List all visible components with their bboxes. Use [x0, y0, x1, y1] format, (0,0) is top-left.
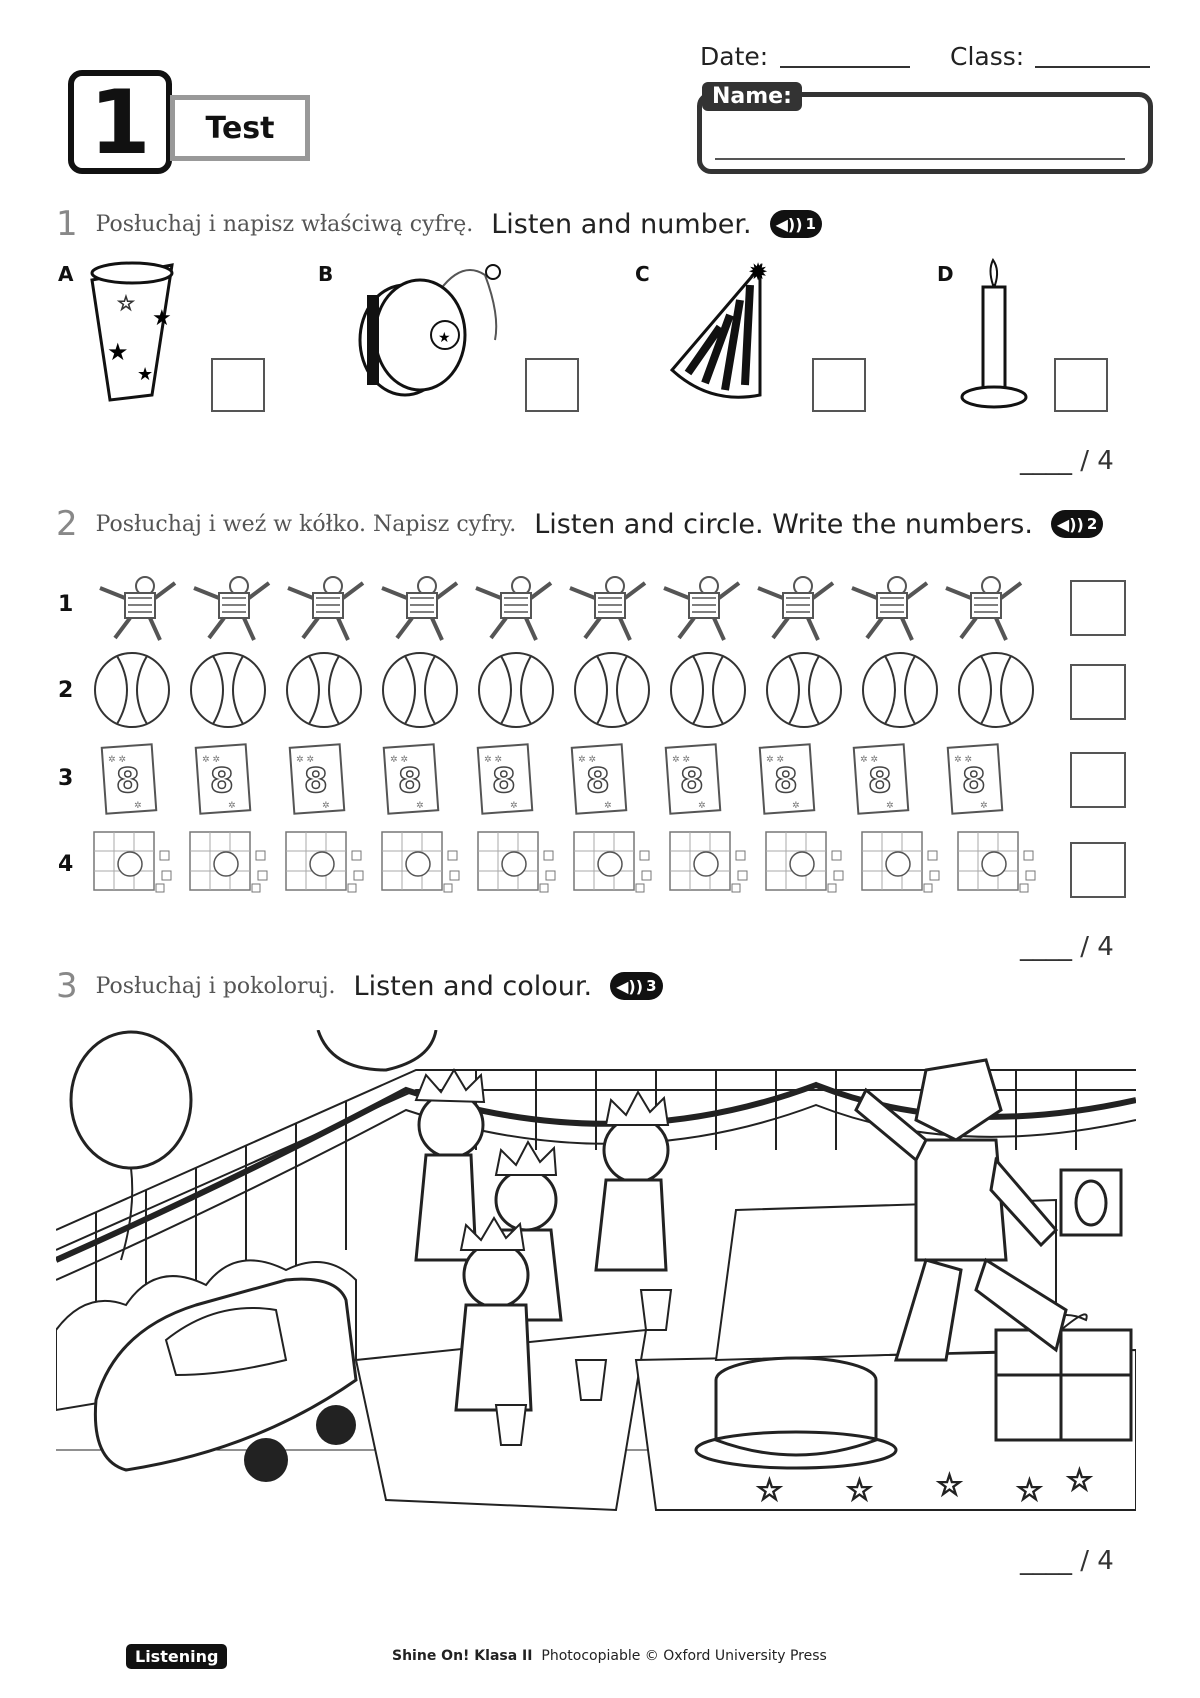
svg-text:★: ★: [137, 364, 154, 385]
puzzle-icon[interactable]: [282, 826, 370, 898]
puzzle-icon[interactable]: [762, 826, 850, 898]
section3-number: 3: [56, 966, 78, 1006]
svg-text:☆: ☆: [936, 1468, 963, 1503]
row-4-items: [90, 826, 1042, 898]
item-letter-a: A: [58, 262, 74, 286]
section2-heading: [56, 504, 1103, 544]
answer-box-row-2[interactable]: [1070, 664, 1126, 720]
birthday-card-icon[interactable]: [660, 740, 727, 818]
audio-track-1-button[interactable]: [770, 210, 822, 238]
section3-heading: [56, 966, 663, 1006]
candle-icon: [958, 255, 1038, 415]
robot-toy-icon[interactable]: [936, 568, 1024, 644]
section3-score: ____ / 4: [1020, 1546, 1114, 1576]
robot-toy-icon[interactable]: [372, 568, 460, 644]
robot-toy-icon[interactable]: [466, 568, 554, 644]
answer-box-c[interactable]: [812, 358, 866, 412]
answer-box-a[interactable]: [211, 358, 265, 412]
section2-instruction-pl: Posłuchaj i weź w kółko. Napisz cyfry.: [95, 511, 517, 537]
footer-copyright: Photocopiable © Oxford University Press: [541, 1648, 827, 1664]
ball-icon[interactable]: [860, 650, 940, 730]
track-number: 2: [1086, 515, 1098, 533]
svg-text:★: ★: [107, 338, 129, 366]
row-2-items: [92, 650, 1036, 730]
puzzle-icon[interactable]: [666, 826, 754, 898]
robot-toy-icon[interactable]: [748, 568, 836, 644]
puzzle-icon[interactable]: [90, 826, 178, 898]
svg-text:★: ★: [152, 306, 172, 331]
svg-text:☆: ☆: [846, 1473, 873, 1508]
item-letter-d: D: [937, 262, 954, 286]
footer-tag: Listening: [126, 1644, 227, 1669]
section3-instruction-pl: Posłuchaj i pokoloruj.: [95, 973, 336, 999]
puzzle-icon[interactable]: [378, 826, 466, 898]
robot-toy-icon[interactable]: [184, 568, 272, 644]
row-1-items: [90, 568, 1024, 644]
robot-toy-icon[interactable]: [278, 568, 366, 644]
section1-number: 1: [56, 204, 78, 244]
birthday-card-icon[interactable]: [566, 740, 633, 818]
birthday-card-icon[interactable]: [754, 740, 821, 818]
puzzle-icon[interactable]: [858, 826, 946, 898]
robot-toy-icon[interactable]: [842, 568, 930, 644]
puzzle-icon[interactable]: [186, 826, 274, 898]
ball-icon[interactable]: [668, 650, 748, 730]
ball-icon[interactable]: [188, 650, 268, 730]
ball-icon[interactable]: [572, 650, 652, 730]
birthday-card-icon[interactable]: [190, 740, 257, 818]
item-letter-b: B: [318, 262, 334, 286]
date-field[interactable]: [780, 64, 910, 68]
answer-box-d[interactable]: [1054, 358, 1108, 412]
svg-text:✹: ✹: [748, 258, 769, 286]
svg-text:★: ★: [438, 330, 451, 346]
item-letter-c: C: [635, 262, 650, 286]
birthday-card-icon[interactable]: [284, 740, 351, 818]
party-hat-icon: [660, 255, 800, 415]
svg-text:☆: ☆: [1016, 1473, 1043, 1508]
test-tab: [170, 95, 310, 161]
puzzle-icon[interactable]: [570, 826, 658, 898]
name-label: Name:: [702, 82, 802, 111]
unit-number: 1: [89, 70, 151, 174]
section1-instruction-en: Listen and number.: [491, 208, 752, 240]
birthday-card-icon[interactable]: [848, 740, 915, 818]
ball-icon[interactable]: [476, 650, 556, 730]
answer-box-b[interactable]: [525, 358, 579, 412]
class-label: Class:: [950, 42, 1025, 71]
answer-box-row-1[interactable]: [1070, 580, 1126, 636]
birthday-card-icon[interactable]: [378, 740, 445, 818]
ball-icon[interactable]: [92, 650, 172, 730]
row-number-1: 1: [58, 592, 74, 617]
robot-toy-icon[interactable]: [560, 568, 648, 644]
row-3-items: [96, 740, 1009, 818]
answer-box-row-4[interactable]: [1070, 842, 1126, 898]
row-number-2: 2: [58, 678, 74, 703]
audio-track-2-button[interactable]: [1051, 510, 1103, 538]
section2-instruction-en: Listen and circle. Write the numbers.: [534, 508, 1033, 540]
birthday-card-icon[interactable]: [472, 740, 539, 818]
section1-heading: [56, 204, 822, 244]
audio-track-3-button[interactable]: [610, 972, 662, 1000]
date-label: Date:: [700, 42, 769, 71]
birthday-card-icon[interactable]: [96, 740, 163, 818]
ball-icon[interactable]: [284, 650, 364, 730]
section2-score: ____ / 4: [1020, 932, 1114, 962]
party-cup-icon: [82, 255, 202, 405]
answer-box-row-3[interactable]: [1070, 752, 1126, 808]
section3-instruction-en: Listen and colour.: [353, 970, 593, 1002]
svg-text:☆: ☆: [117, 291, 135, 315]
test-label: Test: [205, 110, 275, 146]
ball-icon[interactable]: [956, 650, 1036, 730]
track-number: 3: [646, 977, 657, 995]
speaker-icon: ◀︎)): [775, 214, 803, 234]
unit-number-badge: [68, 70, 172, 174]
robot-toy-icon[interactable]: [654, 568, 742, 644]
name-field[interactable]: [715, 158, 1125, 160]
robot-toy-icon[interactable]: [90, 568, 178, 644]
puzzle-icon[interactable]: [474, 826, 562, 898]
row-number-4: 4: [58, 852, 74, 877]
speaker-icon: ◀︎)): [616, 976, 644, 996]
puzzle-icon[interactable]: [954, 826, 1042, 898]
footer-book-title: Shine On! Klasa II: [392, 1648, 533, 1664]
svg-text:☆: ☆: [756, 1473, 783, 1508]
birthday-card-icon[interactable]: [942, 740, 1009, 818]
ball-icon[interactable]: [764, 650, 844, 730]
section2-number: 2: [56, 504, 78, 544]
class-field[interactable]: [1035, 64, 1150, 68]
speaker-icon: ◀︎)): [1056, 514, 1084, 534]
row-number-3: 3: [58, 766, 74, 791]
party-scene-illustration: [56, 1030, 1136, 1530]
track-number: 1: [805, 215, 816, 233]
ball-icon[interactable]: [380, 650, 460, 730]
section1-score: ____ / 4: [1020, 446, 1114, 476]
yo-yo-icon: [345, 255, 505, 415]
footer-credit: [392, 1648, 827, 1664]
svg-text:☆: ☆: [1066, 1463, 1093, 1498]
section1-instruction-pl: Posłuchaj i napisz właściwą cyfrę.: [95, 211, 474, 237]
